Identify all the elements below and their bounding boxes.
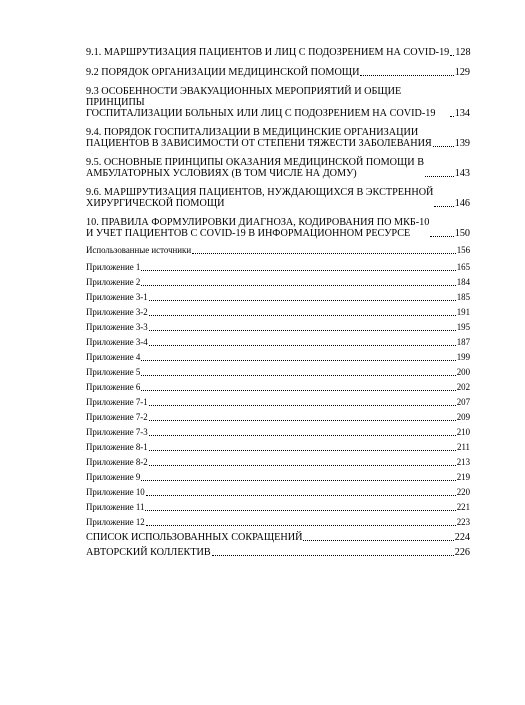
toc-entry-9-1[interactable] bbox=[86, 47, 470, 58]
toc-entry-appendix-3-4[interactable] bbox=[86, 337, 470, 348]
toc-entry-title: АВТОРСКИЙ КОЛЛЕКТИВ bbox=[86, 547, 211, 558]
toc-entry-appendix-3-1[interactable] bbox=[86, 292, 470, 303]
toc-entry-10[interactable] bbox=[86, 217, 470, 239]
toc-entry-page: 195 bbox=[456, 322, 470, 332]
toc-entry-appendix-3-3[interactable] bbox=[86, 322, 470, 333]
toc-entry-title: СПИСОК ИСПОЛЬЗОВАННЫХ СОКРАЩЕНИЙ bbox=[86, 532, 303, 543]
toc-leader bbox=[149, 450, 456, 451]
toc-leader bbox=[149, 330, 456, 331]
toc-leader bbox=[425, 176, 454, 177]
toc-leader bbox=[149, 465, 456, 466]
toc-entry-appendix-11[interactable] bbox=[86, 502, 470, 513]
toc-entry-appendix-8-1[interactable] bbox=[86, 442, 470, 453]
toc-entry-title: Приложение 9 bbox=[86, 472, 141, 482]
toc-leader bbox=[146, 495, 456, 496]
toc-leader bbox=[149, 345, 456, 346]
toc-entry-title: Приложение 4 bbox=[86, 352, 141, 362]
toc-entry-appendix-3-2[interactable] bbox=[86, 307, 470, 318]
toc-leader bbox=[192, 253, 456, 254]
toc-entry-page: 202 bbox=[456, 382, 470, 392]
toc-entry-title: Приложение 11 bbox=[86, 502, 145, 512]
toc-entry-page: 200 bbox=[456, 367, 470, 377]
toc-entry-page: 134 bbox=[454, 108, 470, 119]
toc-leader bbox=[303, 540, 453, 541]
toc-leader bbox=[450, 55, 454, 56]
toc-entry-9-6[interactable] bbox=[86, 187, 470, 209]
toc-entry-appendix-1[interactable] bbox=[86, 262, 470, 273]
toc-entry-page: 191 bbox=[456, 307, 470, 317]
toc-leader bbox=[141, 360, 455, 361]
toc-leader bbox=[149, 420, 456, 421]
toc-entry-page: 209 bbox=[456, 412, 470, 422]
toc-entry-title: Использованные источники bbox=[86, 245, 192, 255]
toc-entry-page: 224 bbox=[454, 532, 470, 543]
toc-entry-title: Приложение 7-1 bbox=[86, 397, 148, 407]
toc-leader bbox=[450, 116, 454, 117]
toc-entry-appendix-2[interactable] bbox=[86, 277, 470, 288]
toc-entry-title: Приложение 5 bbox=[86, 367, 141, 377]
toc-leader bbox=[430, 236, 453, 237]
toc-leader bbox=[149, 435, 456, 436]
toc-entry-page: 129 bbox=[454, 67, 470, 78]
toc-entry-appendix-10[interactable] bbox=[86, 487, 470, 498]
toc-entry-appendix-12[interactable] bbox=[86, 517, 470, 528]
toc-entry-appendix-7-2[interactable] bbox=[86, 412, 470, 423]
toc-entry-page: 207 bbox=[456, 397, 470, 407]
toc-entry-page: 213 bbox=[456, 457, 470, 467]
toc-entry-9-3[interactable] bbox=[86, 86, 470, 119]
toc-entry-title: 9.4. ПОРЯДОК ГОСПИТАЛИЗАЦИИ В МЕДИЦИНСКИЕ ОРГАНИЗАЦИИ ПАЦИЕНТОВ В ЗАВИСИМОСТИ ОТ СТЕПЕНИ ТЯЖЕСТИ ЗАБОЛЕВАНИЯ bbox=[86, 127, 432, 149]
toc-entry-page: 184 bbox=[456, 277, 470, 287]
toc-entry-sources[interactable] bbox=[86, 245, 470, 256]
toc-entry-page: 156 bbox=[456, 245, 470, 255]
toc-entry-title: Приложение 7-2 bbox=[86, 412, 148, 422]
toc-leader bbox=[141, 390, 455, 391]
toc-entry-title: Приложение 8-2 bbox=[86, 457, 148, 467]
toc-entry-appendix-4[interactable] bbox=[86, 352, 470, 363]
toc-entry-page: 187 bbox=[456, 337, 470, 347]
toc-entry-page: 221 bbox=[456, 502, 470, 512]
toc-leader bbox=[360, 75, 453, 76]
toc-leader bbox=[145, 510, 455, 511]
toc-entry-title: 9.3 ОСОБЕННОСТИ ЭВАКУАЦИОННЫХ МЕРОПРИЯТИЙ И ОБЩИЕ ПРИНЦИПЫ ГОСПИТАЛИЗАЦИИ БОЛЬНЫХ ИЛИ ЛИЦ С ПОДОЗРЕНИЕМ НА COVID-19 bbox=[86, 86, 436, 119]
toc-entry-title: 10. ПРАВИЛА ФОРМУЛИРОВКИ ДИАГНОЗА, КОДИРОВАНИЯ ПО МКБ-10 И УЧЕТ ПАЦИЕНТОВ С COVID-19 В ИНФОРМАЦИОННОМ РЕСУРСЕ bbox=[86, 217, 430, 239]
toc-entry-title: Приложение 1 bbox=[86, 262, 141, 272]
toc-entry-appendix-9[interactable] bbox=[86, 472, 470, 483]
toc-entry-authors[interactable] bbox=[86, 547, 470, 558]
toc-leader bbox=[149, 405, 456, 406]
toc-leader bbox=[141, 375, 455, 376]
toc-entry-title: Приложение 7-3 bbox=[86, 427, 148, 437]
toc-entry-title: Приложение 12 bbox=[86, 517, 145, 527]
table-of-contents bbox=[86, 47, 470, 558]
toc-entry-page: 165 bbox=[456, 262, 470, 272]
toc-entry-appendix-7-3[interactable] bbox=[86, 427, 470, 438]
toc-entry-title: Приложение 3-1 bbox=[86, 292, 148, 302]
toc-entry-title: Приложение 2 bbox=[86, 277, 141, 287]
toc-entry-appendix-5[interactable] bbox=[86, 367, 470, 378]
toc-entry-title: 9.2 ПОРЯДОК ОРГАНИЗАЦИИ МЕДИЦИНСКОЙ ПОМОЩИ bbox=[86, 67, 360, 78]
toc-entry-page: 146 bbox=[454, 198, 470, 209]
toc-entry-9-5[interactable] bbox=[86, 157, 470, 179]
toc-leader bbox=[149, 300, 456, 301]
toc-entry-title: 9.6. МАРШРУТИЗАЦИЯ ПАЦИЕНТОВ, НУЖДАЮЩИХСЯ В ЭКСТРЕННОЙ ХИРУРГИЧЕСКОЙ ПОМОЩИ bbox=[86, 187, 434, 209]
toc-entry-9-2[interactable] bbox=[86, 67, 470, 78]
toc-entry-title: Приложение 3-3 bbox=[86, 322, 148, 332]
toc-leader bbox=[146, 525, 456, 526]
toc-entry-page: 211 bbox=[457, 442, 470, 452]
toc-entry-page: 199 bbox=[456, 352, 470, 362]
toc-entry-appendix-8-2[interactable] bbox=[86, 457, 470, 468]
toc-entry-title: Приложение 3-4 bbox=[86, 337, 148, 347]
toc-entry-page: 139 bbox=[454, 138, 470, 149]
toc-entry-page: 210 bbox=[456, 427, 470, 437]
toc-entry-title: Приложение 3-2 bbox=[86, 307, 148, 317]
toc-entry-page: 220 bbox=[456, 487, 470, 497]
toc-entry-9-4[interactable] bbox=[86, 127, 470, 149]
toc-leader bbox=[141, 480, 455, 481]
toc-entry-page: 150 bbox=[454, 228, 470, 239]
toc-leader bbox=[433, 146, 454, 147]
toc-entry-title: Приложение 10 bbox=[86, 487, 145, 497]
toc-entry-page: 143 bbox=[454, 168, 470, 179]
toc-leader bbox=[434, 206, 453, 207]
toc-entry-page: 226 bbox=[454, 547, 470, 558]
toc-entry-title: Приложение 6 bbox=[86, 382, 141, 392]
toc-leader bbox=[149, 315, 456, 316]
toc-leader bbox=[141, 285, 455, 286]
toc-entry-appendix-7-1[interactable] bbox=[86, 397, 470, 408]
toc-entry-page: 223 bbox=[456, 517, 470, 527]
toc-entry-page: 128 bbox=[455, 47, 471, 58]
toc-entry-title: 9.1. МАРШРУТИЗАЦИЯ ПАЦИЕНТОВ И ЛИЦ С ПОДОЗРЕНИЕМ НА COVID-19 bbox=[86, 47, 450, 58]
toc-entry-appendix-6[interactable] bbox=[86, 382, 470, 393]
toc-entry-page: 185 bbox=[456, 292, 470, 302]
toc-entry-abbreviations[interactable] bbox=[86, 532, 470, 543]
toc-leader bbox=[141, 270, 455, 271]
toc-entry-title: Приложение 8-1 bbox=[86, 442, 148, 452]
toc-entry-page: 219 bbox=[456, 472, 470, 482]
toc-leader bbox=[212, 555, 454, 556]
toc-entry-title: 9.5. ОСНОВНЫЕ ПРИНЦИПЫ ОКАЗАНИЯ МЕДИЦИНСКОЙ ПОМОЩИ В АМБУЛАТОРНЫХ УСЛОВИЯХ (В ТОМ ЧИСЛЕ НА ДОМУ) bbox=[86, 157, 424, 179]
